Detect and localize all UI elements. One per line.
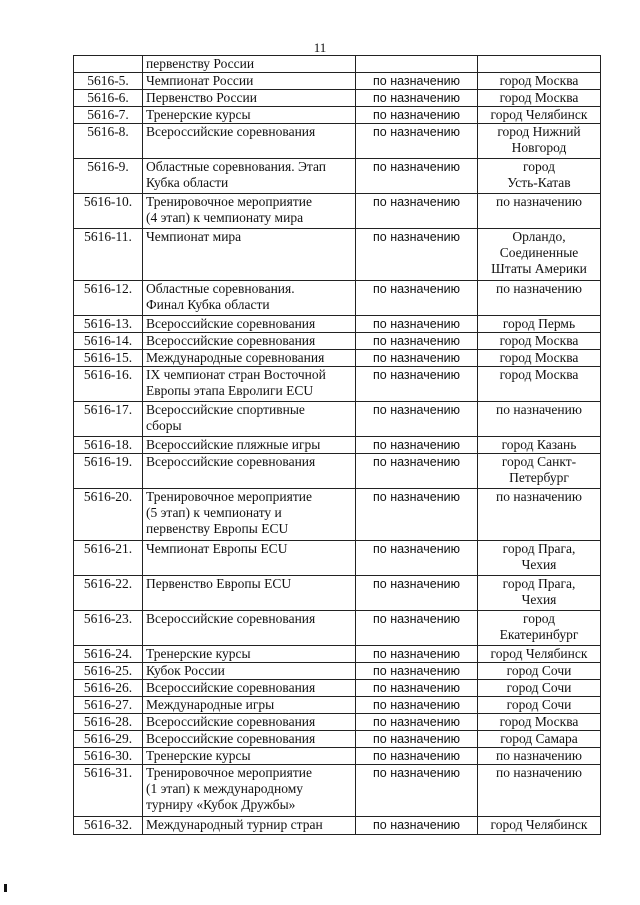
date-cell: по назначению xyxy=(356,765,478,817)
table-row xyxy=(74,576,601,611)
code-cell: 5616-27. xyxy=(74,697,143,714)
code-cell: 5616-15. xyxy=(74,350,143,367)
place-cell: город Челябинск xyxy=(478,107,601,124)
event-name-cell: Всероссийские соревнования xyxy=(143,714,356,731)
code-cell: 5616-29. xyxy=(74,731,143,748)
date-cell: по назначению xyxy=(356,489,478,541)
date-cell: по назначению xyxy=(356,124,478,159)
code-cell: 5616-25. xyxy=(74,663,143,680)
date-cell: по назначению xyxy=(356,697,478,714)
place-cell: город Сочи xyxy=(478,663,601,680)
date-cell: по назначению xyxy=(356,680,478,697)
date-cell: по назначению xyxy=(356,714,478,731)
table-row xyxy=(74,107,601,124)
date-cell: по назначению xyxy=(356,73,478,90)
table-row xyxy=(74,229,601,281)
code-cell: 5616-13. xyxy=(74,316,143,333)
table-row xyxy=(74,489,601,541)
code-cell: 5616-10. xyxy=(74,194,143,229)
table-row xyxy=(74,402,601,437)
code-cell: 5616-16. xyxy=(74,367,143,402)
table-row xyxy=(74,73,601,90)
event-name-cell: IX чемпионат стран Восточной Европы этапа Евролиги ECU xyxy=(143,367,356,402)
event-name-cell: Международные игры xyxy=(143,697,356,714)
table-row xyxy=(74,437,601,454)
event-name-cell: Тренерские курсы xyxy=(143,107,356,124)
table-row xyxy=(74,90,601,107)
code-cell: 5616-18. xyxy=(74,437,143,454)
code-cell: 5616-17. xyxy=(74,402,143,437)
event-name-cell: Кубок России xyxy=(143,663,356,680)
table-row xyxy=(74,680,601,697)
table-row xyxy=(74,646,601,663)
event-name-cell: Чемпионат России xyxy=(143,73,356,90)
table-row xyxy=(74,281,601,316)
table-row xyxy=(74,56,601,73)
table-row xyxy=(74,350,601,367)
place-cell: город Казань xyxy=(478,437,601,454)
place-cell: город Челябинск xyxy=(478,646,601,663)
date-cell: по назначению xyxy=(356,229,478,281)
code-cell: 5616-12. xyxy=(74,281,143,316)
date-cell: по назначению xyxy=(356,748,478,765)
date-cell: по назначению xyxy=(356,194,478,229)
place-cell: город Москва xyxy=(478,367,601,402)
date-cell: по назначению xyxy=(356,611,478,646)
table-row xyxy=(74,316,601,333)
table-row xyxy=(74,541,601,576)
date-cell: по назначению xyxy=(356,159,478,194)
table-row xyxy=(74,765,601,817)
place-cell: город Сочи xyxy=(478,697,601,714)
table-row xyxy=(74,714,601,731)
margin-mark xyxy=(4,884,7,892)
place-cell: город Москва xyxy=(478,90,601,107)
table-row xyxy=(74,454,601,489)
place-cell: город Самара xyxy=(478,731,601,748)
table-row xyxy=(74,731,601,748)
event-name-cell: Всероссийские пляжные игры xyxy=(143,437,356,454)
place-cell: город Прага, Чехия xyxy=(478,541,601,576)
event-name-cell: Чемпионат мира xyxy=(143,229,356,281)
place-cell: по назначению xyxy=(478,748,601,765)
code-cell: 5616-31. xyxy=(74,765,143,817)
date-cell: по назначению xyxy=(356,316,478,333)
code-cell: 5616-26. xyxy=(74,680,143,697)
date-cell: по назначению xyxy=(356,541,478,576)
place-cell xyxy=(478,56,601,73)
date-cell: по назначению xyxy=(356,107,478,124)
place-cell: город Москва xyxy=(478,350,601,367)
events-table-body xyxy=(74,56,601,835)
date-cell: по назначению xyxy=(356,350,478,367)
events-table xyxy=(73,55,601,835)
event-name-cell: Всероссийские соревнования xyxy=(143,333,356,350)
event-name-cell: Всероссийские соревнования xyxy=(143,611,356,646)
place-cell: город Прага, Чехия xyxy=(478,576,601,611)
date-cell: по назначению xyxy=(356,454,478,489)
place-cell: город Москва xyxy=(478,73,601,90)
event-name-cell: Всероссийские соревнования xyxy=(143,731,356,748)
event-name-cell: Первенство Европы ECU xyxy=(143,576,356,611)
date-cell: по назначению xyxy=(356,367,478,402)
event-name-cell: Первенство России xyxy=(143,90,356,107)
date-cell: по назначению xyxy=(356,663,478,680)
table-row xyxy=(74,333,601,350)
place-cell: город Москва xyxy=(478,333,601,350)
event-name-cell: Тренерские курсы xyxy=(143,748,356,765)
date-cell: по назначению xyxy=(356,731,478,748)
event-name-cell: Всероссийские спортивные сборы xyxy=(143,402,356,437)
place-cell: город Москва xyxy=(478,714,601,731)
event-name-cell: Областные соревнования. Финал Кубка области xyxy=(143,281,356,316)
code-cell: 5616-24. xyxy=(74,646,143,663)
place-cell: по назначению xyxy=(478,194,601,229)
code-cell: 5616-23. xyxy=(74,611,143,646)
event-name-cell: Международные соревнования xyxy=(143,350,356,367)
code-cell: 5616-6. xyxy=(74,90,143,107)
table-row xyxy=(74,748,601,765)
event-name-cell: Областные соревнования. Этап Кубка области xyxy=(143,159,356,194)
table-row xyxy=(74,194,601,229)
event-name-cell: Всероссийские соревнования xyxy=(143,680,356,697)
table-row xyxy=(74,697,601,714)
date-cell: по назначению xyxy=(356,90,478,107)
place-cell: город Усть-Катав xyxy=(478,159,601,194)
code-cell: 5616-20. xyxy=(74,489,143,541)
place-cell: город Сочи xyxy=(478,680,601,697)
event-name-cell: Чемпионат Европы ECU xyxy=(143,541,356,576)
event-name-cell: Всероссийские соревнования xyxy=(143,124,356,159)
place-cell: по назначению xyxy=(478,765,601,817)
table-row xyxy=(74,817,601,835)
code-cell: 5616-22. xyxy=(74,576,143,611)
table-row xyxy=(74,159,601,194)
event-name-cell: первенству России xyxy=(143,56,356,73)
code-cell: 5616-5. xyxy=(74,73,143,90)
date-cell: по назначению xyxy=(356,646,478,663)
code-cell: 5616-7. xyxy=(74,107,143,124)
code-cell xyxy=(74,56,143,73)
page-number: 11 xyxy=(313,40,327,55)
date-cell xyxy=(356,56,478,73)
event-name-cell: Всероссийские соревнования xyxy=(143,316,356,333)
code-cell: 5616-28. xyxy=(74,714,143,731)
event-name-cell: Тренировочное мероприятие (5 этап) к чемпионату и первенству Европы ECU xyxy=(143,489,356,541)
place-cell: город Екатеринбург xyxy=(478,611,601,646)
place-cell: город Нижний Новгород xyxy=(478,124,601,159)
date-cell: по назначению xyxy=(356,281,478,316)
place-cell: по назначению xyxy=(478,402,601,437)
place-cell: по назначению xyxy=(478,489,601,541)
code-cell: 5616-11. xyxy=(74,229,143,281)
event-name-cell: Тренерские курсы xyxy=(143,646,356,663)
place-cell: город Санкт- Петербург xyxy=(478,454,601,489)
event-name-cell: Тренировочное мероприятие (4 этап) к чемпионату мира xyxy=(143,194,356,229)
code-cell: 5616-9. xyxy=(74,159,143,194)
code-cell: 5616-19. xyxy=(74,454,143,489)
code-cell: 5616-21. xyxy=(74,541,143,576)
date-cell: по назначению xyxy=(356,402,478,437)
date-cell: по назначению xyxy=(356,817,478,835)
event-name-cell: Всероссийские соревнования xyxy=(143,454,356,489)
place-cell: Орландо, Соединенные Штаты Америки xyxy=(478,229,601,281)
code-cell: 5616-30. xyxy=(74,748,143,765)
table-row xyxy=(74,124,601,159)
table-row xyxy=(74,663,601,680)
place-cell: по назначению xyxy=(478,281,601,316)
table-row xyxy=(74,611,601,646)
code-cell: 5616-8. xyxy=(74,124,143,159)
code-cell: 5616-14. xyxy=(74,333,143,350)
date-cell: по назначению xyxy=(356,333,478,350)
place-cell: город Пермь xyxy=(478,316,601,333)
place-cell: город Челябинск xyxy=(478,817,601,835)
date-cell: по назначению xyxy=(356,576,478,611)
event-name-cell: Тренировочное мероприятие (1 этап) к международному турниру «Кубок Дружбы» xyxy=(143,765,356,817)
date-cell: по назначению xyxy=(356,437,478,454)
table-row xyxy=(74,367,601,402)
code-cell: 5616-32. xyxy=(74,817,143,835)
event-name-cell: Международный турнир стран xyxy=(143,817,356,835)
